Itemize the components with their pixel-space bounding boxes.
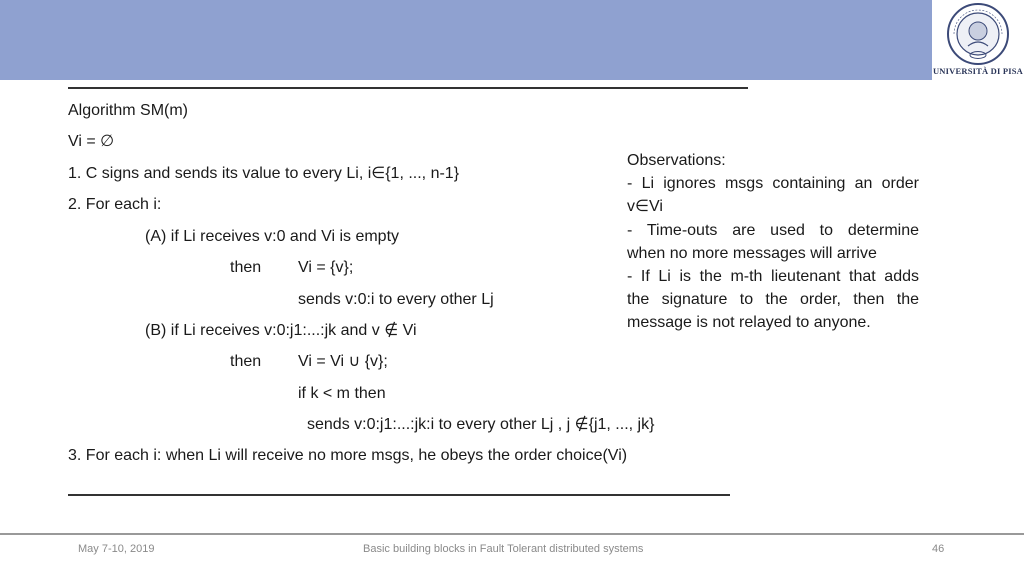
observation-line: - If Li is the m-th lieutenant that adds [627, 268, 919, 286]
step-3: 3. For each i: when Li will receive no more msgs, he obeys the order choice(Vi) [68, 447, 628, 464]
observations-box [627, 149, 919, 335]
step-2: 2. For each i: [68, 196, 162, 213]
observation-line: v∈Vi [627, 198, 663, 216]
step-2b-then: then [230, 353, 262, 370]
observation-line: - Li ignores msgs containing an order [627, 175, 919, 193]
page-number: 46 [932, 543, 945, 555]
step-2a-then: then [230, 259, 262, 276]
step-2a: (A) if Li receives v:0 and Vi is empty [145, 228, 400, 245]
step-1: 1. C signs and sends its value to every Li, i∈{1, ..., n-1} [68, 165, 460, 182]
step-2a-send: sends v:0:i to every other Lj [298, 291, 494, 308]
step-2b: (B) if Li receives v:0:j1:...:jk and v ∉ Vi [145, 322, 417, 339]
observation-line: the signature to the order, then the [627, 291, 919, 309]
footer-title: Basic building blocks in Fault Tolerant distributed systems [363, 543, 644, 555]
bottom-rule [68, 494, 730, 496]
footer-divider [0, 533, 1024, 535]
observation-line: - Time-outs are used to determine [627, 221, 919, 239]
step-2b-condition: if k < m then [298, 385, 386, 402]
top-rule [68, 87, 748, 89]
init-line: Vi = ∅ [68, 133, 115, 150]
university-logo [932, 0, 1024, 80]
footer-date: May 7-10, 2019 [78, 543, 155, 555]
university-caption: UNIVERSITÀ DI PISA [932, 66, 1024, 76]
university-seal-icon [946, 2, 1010, 66]
step-2b-send: sends v:0:j1:...:jk:i to every other Lj , j ∉{j1, ..., jk} [307, 416, 655, 433]
step-2b-assign: Vi = Vi ∪ {v}; [298, 353, 388, 370]
observation-line: when no more messages will arrive [627, 244, 877, 262]
step-2a-assign: Vi = {v}; [298, 259, 354, 276]
algorithm-title: Algorithm SM(m) [68, 102, 189, 119]
header-band [0, 0, 932, 80]
observation-line: message is not relayed to anyone. [627, 314, 871, 332]
observations-heading: Observations: [627, 152, 726, 169]
